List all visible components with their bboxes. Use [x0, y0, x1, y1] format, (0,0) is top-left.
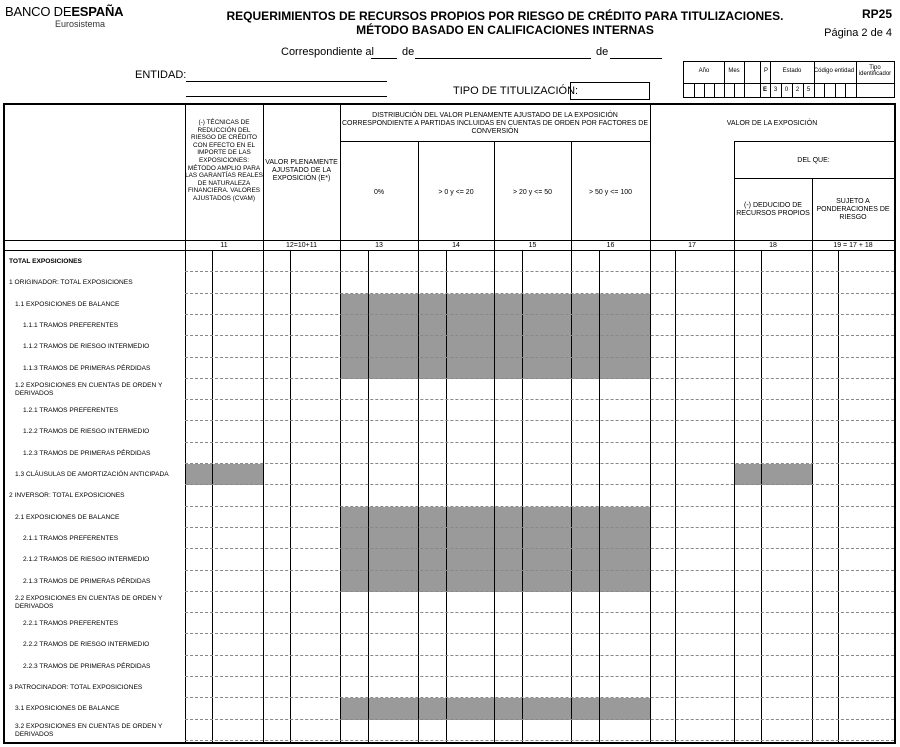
colnum-12: 12=10+11: [285, 242, 317, 249]
row-divider: [185, 335, 894, 336]
table-row-label: 2.1.3 TRAMOS DE PRIMERAS PÉRDIDAS: [23, 577, 151, 585]
row-divider: [185, 591, 894, 592]
colnum-11: 11: [220, 242, 228, 249]
correspondiente-label: Correspondiente al: [281, 46, 374, 58]
valor-header-divider: [734, 141, 894, 142]
form-title: [180, 9, 830, 37]
row-divider: [185, 570, 894, 571]
estado-char-2: 0: [784, 87, 789, 93]
table-row-label: 1.2.1 TRAMOS PREFERENTES: [23, 407, 119, 415]
estado-char-4: 5: [806, 87, 811, 93]
col12-header: VALOR PLENAMENTE AJUSTADO DE LA EXPOSICIÓN (E*): [265, 159, 338, 182]
estado-char-0: E: [762, 87, 767, 93]
dist-col-3: > 50 y <= 100: [588, 189, 632, 196]
row-label-line2: DERIVADOS: [15, 602, 54, 610]
col19-header: SUJETO A PONDERACIONES DE RIESGO: [816, 198, 890, 221]
row-divider: [185, 548, 894, 549]
row-divider: [185, 527, 894, 528]
entidad-field-2[interactable]: [186, 84, 387, 97]
entidad-label: ENTIDAD:: [135, 69, 187, 81]
sub-col-divider: [368, 251, 369, 742]
table-row-label: 1.2.3 TRAMOS DE PRIMERAS PÉRDIDAS: [23, 449, 151, 457]
dist-col-0: 0%: [373, 189, 385, 196]
dist-col-2: > 20 y <= 50: [512, 189, 553, 196]
col18-header: (-) DEDUCIDO DE RECURSOS PROPIOS: [736, 202, 810, 217]
row-divider: [185, 719, 894, 720]
tipo-titulizacion-field[interactable]: [570, 82, 650, 100]
table-row-label: 1.2.2 TRAMOS DE RIESGO INTERMEDIO: [23, 428, 150, 436]
sub-col-divider: [599, 251, 600, 742]
de-label-2: de: [596, 46, 609, 58]
col-divider: [650, 105, 651, 742]
dist-col-1: > 0 y <= 20: [438, 189, 474, 196]
id-label-year: Año: [698, 68, 710, 74]
entidad-field[interactable]: [186, 69, 387, 82]
row-divider: [185, 420, 894, 421]
table-row-label: 1 ORIGINADOR: TOTAL EXPOSICIONES: [9, 279, 133, 287]
col-divider: [340, 105, 341, 742]
sub-col-divider: [446, 251, 447, 742]
report-table: [3, 103, 896, 744]
logo-regular: BANCO DE: [5, 4, 72, 19]
tipo-titulizacion-label: TIPO DE TITULIZACIÓN:: [453, 85, 579, 97]
colnum-15: 15: [528, 242, 537, 249]
id-box: [683, 61, 895, 98]
col-divider: [185, 105, 186, 742]
col-divider: [812, 178, 813, 742]
table-row-label: 1.3 CLÁUSULAS DE AMORTIZACIÓN ANTICIPADA: [15, 471, 169, 478]
row-divider: [185, 697, 894, 698]
col11-header: (-) TÉCNICAS DE REDUCCIÓN DEL RIESGO DE CRÉDITO CON EFECTO EN EL IMPORTE DE LAS EXPOSICIONES: MÉTODO AMPLIO PARA LAS GARANTÍAS REALES DE NATURALEZA FINANCIERA. VALORES AJUSTADOS (CVAM): [185, 119, 263, 202]
row-divider: [185, 378, 894, 379]
row-divider: [185, 506, 894, 507]
row-divider: [185, 484, 894, 485]
distribution-header: DISTRIBUCIÓN DEL VALOR PLENAMENTE AJUSTADO DE LA EXPOSICIÓN CORRESPONDIENTE A PARTIDAS INCLUIDAS EN CUENTAS DE ORDEN POR FACTORES DE CONVERSIÓN: [342, 112, 648, 135]
id-label-codigo: Código entidad: [813, 68, 855, 74]
row-divider: [185, 314, 894, 315]
year-field[interactable]: [610, 46, 662, 59]
id-label-p: P: [763, 68, 768, 74]
colnum-16: 16: [606, 242, 615, 249]
shaded-cell: [340, 507, 650, 592]
sub-col-divider: [761, 251, 762, 742]
shaded-cell: [340, 294, 650, 379]
table-row-label: 2.2.2 TRAMOS DE RIESGO INTERMEDIO: [23, 641, 150, 649]
row-label-line2: DERIVADOS: [15, 730, 54, 738]
colnum-17: 17: [688, 242, 696, 249]
colnum-19: 19 = 17 + 18: [833, 242, 873, 249]
row-label-line1: 1.2 EXPOSICIONES EN CUENTAS DE ORDEN Y: [15, 381, 163, 389]
logo-subtitle: Eurosistema: [55, 19, 106, 29]
sub-col-divider: [838, 251, 839, 742]
table-row-label: 1.1.3 TRAMOS DE PRIMERAS PÉRDIDAS: [23, 364, 151, 372]
table-row-label: [15, 595, 162, 611]
row-divider: [185, 357, 894, 358]
table-row-label: TOTAL EXPOSICIONES: [9, 258, 82, 265]
table-row-label: 3 PATROCINADOR: TOTAL EXPOSICIONES: [9, 684, 143, 691]
row-divider: [185, 442, 894, 443]
table-row-label: 2.1 EXPOSICIONES DE BALANCE: [15, 513, 120, 521]
row-divider: [185, 676, 894, 677]
header-numbers-divider: [5, 240, 894, 241]
table-row-label: 3.1 EXPOSICIONES DE BALANCE: [15, 705, 120, 713]
row-divider: [185, 271, 894, 272]
form-code: RP25: [861, 7, 892, 21]
del-que-divider: [734, 178, 894, 179]
sub-col-divider: [290, 251, 291, 742]
logo-bold: ESPAÑA: [71, 4, 124, 19]
row-divider: [185, 293, 894, 294]
id-label-month: Mes: [728, 68, 740, 74]
table-row-label: 1.1 EXPOSICIONES DE BALANCE: [15, 300, 120, 308]
table-row-label: 2.2.1 TRAMOS PREFERENTES: [23, 620, 119, 628]
row-label-line2: DERIVADOS: [15, 389, 54, 397]
de-label-1: de: [402, 46, 415, 58]
sub-col-divider: [212, 251, 213, 742]
table-row-label: 2 INVERSOR: TOTAL EXPOSICIONES: [9, 492, 125, 500]
row-label-line1: 2.2 EXPOSICIONES EN CUENTAS DE ORDEN Y: [15, 594, 163, 602]
id-label-estado: Estado: [782, 68, 802, 74]
shaded-cell: [734, 464, 812, 485]
title-line-2: MÉTODO BASADO EN CALIFICACIONES INTERNAS: [356, 23, 654, 37]
row-divider: [185, 463, 894, 464]
col-divider: [894, 105, 895, 742]
table-row-label: 1.1.1 TRAMOS PREFERENTES: [23, 321, 119, 329]
row-divider: [185, 612, 894, 613]
id-label-tipo: Tipo identificador: [858, 65, 892, 77]
month-field[interactable]: [415, 46, 591, 59]
page-indicator: Página 2 de 4: [824, 27, 892, 39]
table-row-label: 1.1.2 TRAMOS DE RIESGO INTERMEDIO: [23, 343, 150, 351]
table-row-label: 2.1.1 TRAMOS PREFERENTES: [23, 534, 119, 542]
colnum-13: 13: [375, 242, 383, 249]
row-divider: [185, 655, 894, 656]
estado-char-1: 3: [773, 87, 778, 93]
col-divider: [263, 105, 264, 742]
shaded-cell: [340, 698, 650, 719]
sub-col-divider: [675, 251, 676, 742]
table-row-label: [15, 382, 162, 398]
day-field[interactable]: [371, 46, 397, 59]
sub-col-divider: [522, 251, 523, 742]
row-divider: [185, 740, 894, 741]
shaded-cell: [185, 464, 263, 485]
colnum-18: 18: [769, 242, 777, 249]
title-line-1: REQUERIMIENTOS DE RECURSOS PROPIOS POR RIESGO DE CRÉDITO PARA TITULIZACIONES.: [226, 9, 784, 23]
row-divider: [185, 399, 894, 400]
table-row-label: 2.2.3 TRAMOS DE PRIMERAS PÉRDIDAS: [23, 662, 151, 670]
bde-logo: [5, 4, 123, 19]
row-divider: [185, 633, 894, 634]
estado-char-3: 2: [795, 87, 800, 93]
table-row-label: 2.1.2 TRAMOS DE RIESGO INTERMEDIO: [23, 556, 150, 564]
table-row-label: [15, 723, 162, 739]
del-que-header: DEL QUE:: [797, 157, 830, 164]
dist-header-divider: [340, 141, 650, 142]
row-label-line1: 3.2 EXPOSICIONES EN CUENTAS DE ORDEN Y: [15, 722, 163, 730]
colnum-14: 14: [452, 242, 460, 249]
valor-exposicion-header: VALOR DE LA EXPOSICIÓN: [726, 120, 818, 127]
